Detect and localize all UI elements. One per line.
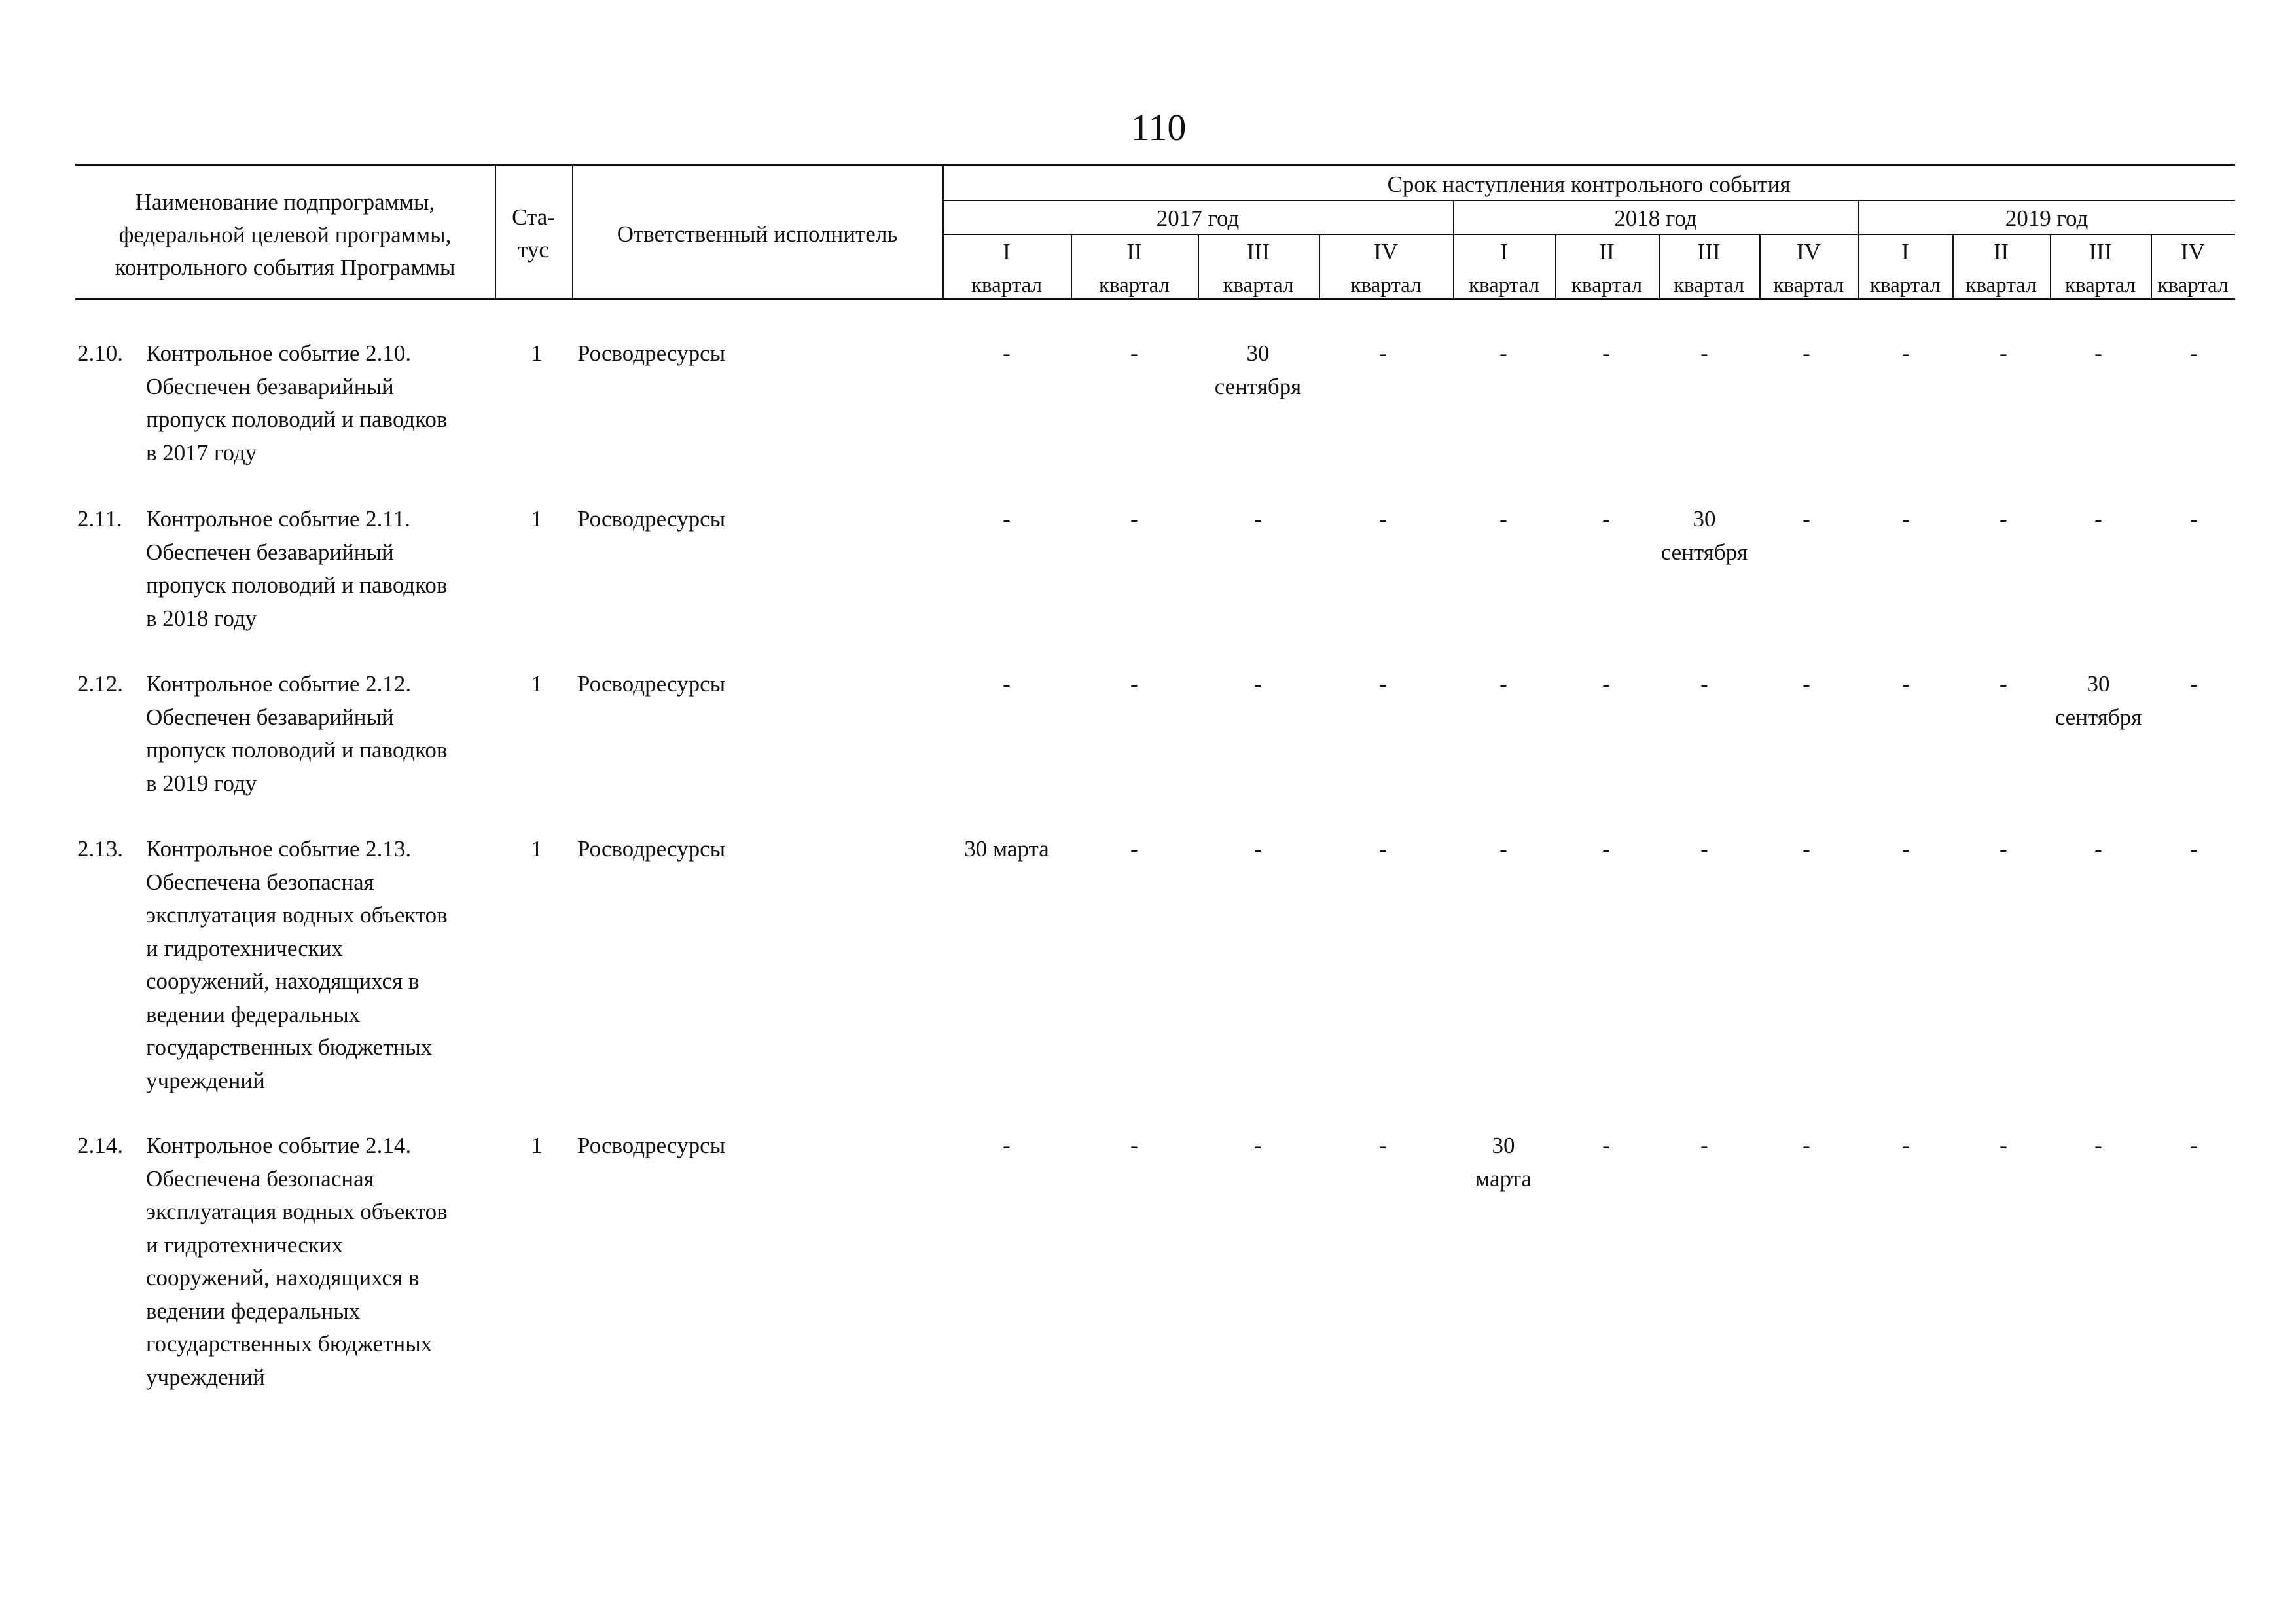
deadline-value: -	[2000, 671, 2007, 697]
quarter-number: I	[1003, 239, 1011, 264]
deadline-value: -	[1700, 671, 1708, 697]
quarter-label: квартал	[1571, 274, 1643, 297]
quarter-deadline-cell	[941, 337, 1072, 371]
quarter-label: квартал	[1965, 274, 2037, 297]
description-line: Контрольное событие 2.14.	[146, 1133, 412, 1158]
deadline-value: -	[1700, 836, 1708, 862]
deadline-value: -	[2000, 836, 2007, 862]
row-number: 2.10.	[77, 340, 123, 366]
quarter-number: II	[1599, 239, 1615, 264]
quarter-label: квартал	[1773, 274, 1844, 297]
deadline-value: 30	[1492, 1133, 1515, 1158]
deadline-value: -	[1803, 836, 1810, 862]
deadline-value: -	[1254, 836, 1262, 862]
header-name-line: контрольного события Программы	[115, 255, 456, 280]
quarter-label: квартал	[2064, 274, 2136, 297]
description-line: сооружений, находящихся в	[146, 968, 420, 994]
event-status: 1	[531, 506, 543, 532]
deadline-value: -	[2190, 836, 2198, 862]
page-number: 110	[1130, 106, 1187, 149]
quarter-label: квартал	[1223, 274, 1294, 297]
deadline-value: -	[1379, 671, 1387, 697]
description-line: и гидротехнических	[146, 1231, 344, 1258]
deadline-value: -	[1902, 506, 1910, 532]
deadline-value: -	[1902, 671, 1910, 697]
deadline-value: -	[1902, 340, 1910, 366]
description-line: Обеспечена безопасная	[146, 1165, 374, 1192]
deadline-value: -	[2094, 836, 2102, 862]
deadline-value: -	[1130, 506, 1138, 532]
row-number: 2.11.	[77, 506, 122, 532]
responsible-executor: Росводресурсы	[577, 340, 726, 366]
deadline-value: -	[1130, 340, 1138, 366]
deadline-value: -	[1602, 671, 1610, 697]
event-status: 1	[531, 671, 543, 697]
deadline-value: -	[1602, 340, 1610, 366]
description-line: ведении федеральных	[146, 1001, 361, 1027]
quarter-deadline-cell	[1069, 668, 1200, 701]
header-year-2017: 2017 год	[1156, 206, 1240, 231]
quarter-deadline-cell	[2128, 1129, 2259, 1163]
description-line: Контрольное событие 2.12.	[146, 671, 412, 697]
deadline-value: -	[2190, 671, 2198, 697]
quarter-deadline-cell	[1318, 833, 1448, 866]
deadline-value: -	[1700, 340, 1708, 366]
quarter-deadline-cell	[1069, 503, 1200, 536]
quarter-deadline-cell	[941, 1129, 1072, 1163]
quarter-deadline-cell	[1193, 833, 1323, 866]
deadline-value: сентября	[1214, 373, 1302, 399]
header-year-2018: 2018 год	[1614, 206, 1697, 231]
quarter-number: IV	[1374, 239, 1398, 264]
deadline-value: 30 марта	[964, 836, 1049, 862]
deadline-value: -	[1130, 1133, 1138, 1158]
deadline-value: -	[1499, 836, 1507, 862]
deadline-value: -	[1499, 506, 1507, 532]
responsible-executor: Росводресурсы	[577, 506, 726, 532]
deadline-value: -	[1902, 836, 1910, 862]
quarter-deadline-cell	[1193, 668, 1323, 701]
quarter-deadline-cell	[2128, 833, 2259, 866]
event-description	[146, 503, 447, 635]
description-line: эксплуатация водных объектов	[146, 902, 448, 928]
quarter-deadline-cell	[1318, 337, 1448, 371]
description-line: Обеспечен безаварийный	[146, 704, 394, 730]
quarter-number: III	[1247, 239, 1270, 264]
event-status: 1	[531, 340, 543, 366]
quarter-deadline-cell	[941, 833, 1072, 866]
description-line: пропуск половодий и паводков	[146, 407, 448, 432]
description-line: эксплуатация водных объектов	[146, 1199, 448, 1224]
deadline-value: -	[2190, 506, 2198, 532]
header-name-column	[75, 186, 495, 284]
responsible-executor: Росводресурсы	[577, 671, 726, 697]
event-description	[146, 337, 447, 469]
description-line: учреждений	[146, 1364, 265, 1390]
quarter-deadline-cell	[1318, 668, 1448, 701]
deadline-value: -	[1379, 340, 1387, 366]
description-line: в 2018 году	[146, 605, 257, 631]
quarter-deadline-cell	[1193, 337, 1323, 403]
deadline-value: 30	[1693, 506, 1716, 532]
quarter-label: квартал	[1673, 274, 1745, 297]
deadline-value: -	[1003, 340, 1011, 366]
description-line: в 2017 году	[146, 439, 257, 465]
deadline-value: 30	[2087, 671, 2110, 697]
deadline-value: -	[1803, 340, 1810, 366]
row-number: 2.12.	[77, 671, 123, 697]
quarter-deadline-cell	[1193, 1129, 1323, 1163]
quarter-deadline-cell	[941, 668, 1072, 701]
row-number: 2.13.	[77, 836, 123, 862]
quarter-number: I	[1500, 239, 1508, 264]
description-line: государственных бюджетных	[146, 1034, 433, 1060]
deadline-value: -	[1254, 506, 1262, 532]
description-line: Контрольное событие 2.13.	[146, 836, 412, 862]
deadline-value: -	[2190, 1133, 2198, 1158]
event-description	[146, 1129, 448, 1394]
quarter-deadline-cell	[2128, 503, 2259, 536]
description-line: Обеспечен безаварийный	[146, 373, 394, 399]
quarter-label: квартал	[1869, 274, 1941, 297]
quarter-label: квартал	[1350, 274, 1422, 297]
header-top-rule	[75, 164, 2235, 166]
quarter-deadline-cell	[1318, 1129, 1448, 1163]
responsible-executor: Росводресурсы	[577, 1133, 726, 1158]
deadline-value: -	[1379, 1133, 1387, 1158]
deadline-value: -	[1254, 671, 1262, 697]
deadline-value: -	[1602, 506, 1610, 532]
deadline-value: -	[1602, 1133, 1610, 1158]
deadline-value: -	[1902, 1133, 1910, 1158]
quarter-label: квартал	[2157, 274, 2229, 297]
quarter-label: квартал	[1468, 274, 1540, 297]
deadline-value: -	[1003, 671, 1011, 697]
header-deadline-column: Срок наступления контрольного события	[1387, 172, 1791, 197]
header-status-line: тус	[518, 237, 549, 263]
description-line: Обеспечен безаварийный	[146, 539, 394, 565]
quarter-deadline-cell	[1069, 337, 1200, 371]
quarter-deadline-cell	[1193, 503, 1323, 536]
quarter-deadline-cell	[2128, 337, 2259, 371]
deadline-value: -	[1499, 340, 1507, 366]
deadline-value: марта	[1475, 1165, 1532, 1192]
quarter-number: II	[1126, 239, 1142, 264]
event-status: 1	[531, 1133, 543, 1158]
deadline-value: -	[2094, 506, 2102, 532]
header-name-line: Наименование подпрограммы,	[135, 189, 435, 215]
deadline-value: -	[1602, 836, 1610, 862]
deadline-value: -	[1130, 836, 1138, 862]
deadline-value: сентября	[2054, 704, 2142, 730]
deadline-value: -	[2000, 506, 2007, 532]
deadline-value: -	[1254, 1133, 1262, 1158]
responsible-executor: Росводресурсы	[577, 836, 726, 862]
description-line: Обеспечена безопасная	[146, 869, 374, 895]
description-line: государственных бюджетных	[146, 1331, 433, 1357]
deadline-value: -	[1700, 1133, 1708, 1158]
deadline-value: -	[2094, 1133, 2102, 1158]
deadline-value: -	[1499, 671, 1507, 697]
header-status-line: Ста-	[512, 204, 555, 230]
event-description	[146, 668, 447, 800]
deadline-value: -	[1130, 671, 1138, 697]
quarter-number: IV	[1797, 239, 1821, 264]
description-line: ведении федеральных	[146, 1298, 361, 1324]
deadline-value: -	[2094, 340, 2102, 366]
quarter-deadline-cell	[1069, 833, 1200, 866]
deadline-value: 30	[1246, 340, 1270, 366]
deadline-value: сентября	[1660, 539, 1748, 565]
deadline-value: -	[1379, 506, 1387, 532]
quarter-deadline-cell	[941, 503, 1072, 536]
deadline-value: -	[2000, 1133, 2007, 1158]
description-line: пропуск половодий и паводков	[146, 737, 448, 763]
quarter-number: IV	[2181, 239, 2205, 264]
description-line: Контрольное событие 2.11.	[146, 506, 410, 532]
quarter-label: квартал	[971, 274, 1043, 297]
quarter-number: III	[2089, 239, 2112, 264]
header-year-2019: 2019 год	[2005, 206, 2089, 231]
description-line: учреждений	[146, 1067, 265, 1093]
row-number: 2.14.	[77, 1133, 123, 1158]
event-status: 1	[531, 836, 543, 862]
deadline-value: -	[1803, 506, 1810, 532]
deadline-value: -	[1379, 836, 1387, 862]
quarter-label: квартал	[1098, 274, 1170, 297]
header-executor-column: Ответственный исполнитель	[617, 221, 898, 247]
quarter-number: I	[1901, 239, 1909, 264]
quarter-number: II	[1993, 239, 2009, 264]
quarter-deadline-cell	[1069, 1129, 1200, 1163]
event-description	[146, 833, 448, 1097]
description-line: пропуск половодий и паводков	[146, 572, 448, 598]
deadline-value: -	[2000, 340, 2007, 366]
header-status-column	[495, 201, 572, 266]
description-line: сооружений, находящихся в	[146, 1265, 420, 1290]
quarter-deadline-cell	[2128, 668, 2259, 701]
description-line: в 2019 году	[146, 770, 257, 796]
deadline-value: -	[1803, 1133, 1810, 1158]
deadline-value: -	[1803, 671, 1810, 697]
description-line: и гидротехнических	[146, 935, 344, 961]
quarter-number: III	[1697, 239, 1721, 264]
quarter-deadline-cell	[1318, 503, 1448, 536]
deadline-value: -	[2190, 340, 2198, 366]
deadline-value: -	[1003, 506, 1011, 532]
description-line: Контрольное событие 2.10.	[146, 340, 412, 366]
deadline-value: -	[1003, 1133, 1011, 1158]
header-name-line: федеральной целевой программы,	[118, 222, 452, 247]
